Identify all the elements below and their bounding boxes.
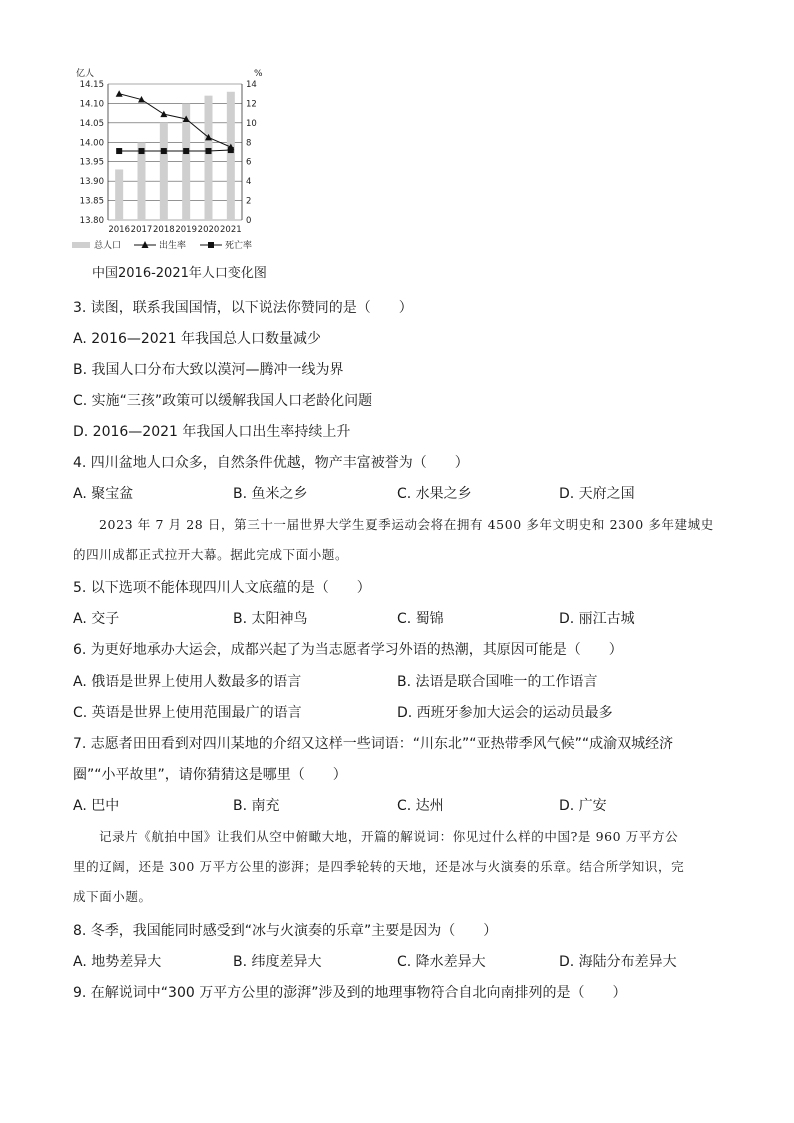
q3-option-a[interactable]: A. 2016—2021 年我国总人口数量减少	[73, 331, 321, 347]
q8-option-c[interactable]: C. 降水差异大	[397, 954, 486, 970]
right-tick-label: 8	[246, 138, 252, 149]
death-rate-point	[116, 148, 122, 154]
q5-option-d[interactable]: D. 丽江古城	[559, 611, 635, 627]
x-tick-label: 2020	[197, 225, 220, 235]
q7-option-a[interactable]: A. 巴中	[73, 798, 120, 814]
passage-2-line-1: 记录片《航拍中国》让我们从空中俯瞰大地，开篇的解说词：你见过什么样的中国?是 960 万平方公	[99, 829, 679, 844]
right-tick-label: 12	[246, 99, 257, 110]
right-tick-label: 6	[246, 157, 252, 168]
bar-total-population	[115, 169, 123, 220]
q6-option-a[interactable]: A. 俄语是世界上使用人数最多的语言	[73, 674, 302, 690]
q6-option-d[interactable]: D. 西班牙参加大运会的运动员最多	[397, 705, 613, 721]
legend-marker-death	[208, 242, 214, 248]
bar-total-population	[205, 96, 213, 220]
passage-1	[73, 510, 723, 570]
chart-svg	[70, 64, 280, 259]
birth-rate-point	[160, 111, 167, 118]
q3-option-b[interactable]: B. 我国人口分布大致以漠河—腾冲一线为界	[73, 362, 344, 378]
question-4-stem: 4. 四川盆地人口众多，自然条件优越，物产丰富被誉为（ ）	[73, 455, 469, 471]
q4-option-c[interactable]: C. 水果之乡	[397, 486, 472, 502]
question-5-stem: 5. 以下选项不能体现四川人文底蕴的是（ ）	[73, 580, 371, 596]
left-tick-label: 13.90	[79, 177, 104, 188]
left-tick-label: 14.15	[79, 80, 104, 90]
passage-2	[73, 822, 723, 912]
x-tick-label: 2018	[153, 225, 175, 235]
q7-option-d[interactable]: D. 广安	[559, 798, 607, 814]
right-tick-label: 2	[246, 196, 252, 207]
question-3-stem: 3. 读图，联系我国国情，以下说法你赞同的是（ ）	[73, 300, 413, 316]
death-rate-point	[206, 148, 212, 154]
passage-1-line-2: 的四川成都正式拉开大幕。据此完成下面小题。	[73, 547, 349, 562]
q8-option-d[interactable]: D. 海陆分布差异大	[559, 954, 677, 970]
q5-option-c[interactable]: C. 蜀锦	[397, 611, 444, 627]
passage-1-line-1: 2023 年 7 月 28 日，第三十一届世界大学生夏季运动会将在拥有 4500 多年文明史和 2300 多年建城史	[99, 517, 714, 532]
birth-rate-point	[116, 90, 123, 97]
q8-option-a[interactable]: A. 地势差异大	[73, 954, 162, 970]
legend-label-population: 总人口	[94, 241, 122, 251]
question-8-stem: 8. 冬季，我国能同时感受到“冰与火演奏的乐章”主要是因为（ ）	[73, 923, 498, 939]
death-rate-point	[139, 148, 145, 154]
left-tick-label: 13.80	[79, 216, 104, 226]
birth-rate-line	[119, 94, 231, 147]
q5-option-a[interactable]: A. 交子	[73, 611, 120, 627]
question-7-stem-line-1: 7. 志愿者田田看到对四川某地的介绍又这样一些词语：“川东北”“亚热带季风气候”“成渝双城经济	[73, 736, 674, 752]
passage-2-line-3: 成下面小题。	[73, 889, 152, 904]
death-rate-point	[228, 147, 234, 153]
x-tick-label: 2016	[108, 225, 130, 235]
q3-option-d[interactable]: D. 2016—2021 年我国人口出生率持续上升	[73, 424, 351, 440]
q6-option-b[interactable]: B. 法语是联合国唯一的工作语言	[397, 674, 598, 690]
q4-option-b[interactable]: B. 鱼米之乡	[233, 486, 308, 502]
q7-option-b[interactable]: B. 南充	[233, 798, 280, 814]
left-tick-label: 14.05	[79, 118, 104, 129]
right-tick-label: 10	[246, 118, 257, 129]
legend-label-death: 死亡率	[225, 241, 253, 251]
q4-option-d[interactable]: D. 天府之国	[559, 486, 635, 502]
population-chart	[70, 64, 280, 259]
death-rate-point	[183, 148, 189, 154]
bar-total-population	[227, 92, 235, 220]
right-axis-title: %	[254, 69, 263, 79]
q7-option-c[interactable]: C. 达州	[397, 798, 444, 814]
legend-label-birth: 出生率	[159, 241, 187, 251]
q3-option-c[interactable]: C. 实施“三孩”政策可以缓解我国人口老龄化问题	[73, 393, 373, 409]
right-tick-label: 0	[246, 216, 252, 226]
left-tick-label: 13.95	[79, 157, 104, 168]
bar-total-population	[160, 123, 168, 220]
left-axis-title: 亿人	[76, 69, 95, 79]
question-9-stem: 9. 在解说词中“300 万平方公里的澎湃”涉及到的地理事物符合自北向南排列的是（ ）	[73, 985, 627, 1001]
q6-option-c[interactable]: C. 英语是世界上使用范围最广的语言	[73, 705, 302, 721]
question-6-stem: 6. 为更好地承办大运会，成都兴起了为当志愿者学习外语的热潮，其原因可能是（ ）	[73, 642, 623, 658]
left-tick-label: 13.85	[79, 196, 104, 207]
left-tick-label: 14.00	[79, 138, 104, 149]
right-tick-label: 4	[246, 177, 252, 188]
passage-2-line-2: 里的辽阔，还是 300 万平方公里的澎湃；是四季轮转的天地，还是冰与火演奏的乐章。结合所学知识，完	[73, 859, 685, 874]
x-tick-label: 2017	[130, 225, 153, 235]
question-7-stem-line-2: 圈”“小平故里”，请你猜猜这是哪里（ ）	[73, 767, 347, 783]
q4-option-a[interactable]: A. 聚宝盆	[73, 486, 134, 502]
x-tick-label: 2021	[220, 225, 242, 235]
q5-option-b[interactable]: B. 太阳神鸟	[233, 611, 308, 627]
x-tick-label: 2019	[175, 225, 197, 235]
q8-option-b[interactable]: B. 纬度差异大	[233, 954, 322, 970]
left-tick-label: 14.10	[79, 99, 104, 110]
right-tick-label: 14	[246, 80, 257, 90]
chart-caption: 中国2016-2021年人口变化图	[92, 266, 267, 281]
legend-swatch-population	[72, 242, 90, 248]
death-rate-line	[119, 150, 231, 151]
death-rate-point	[161, 148, 167, 154]
